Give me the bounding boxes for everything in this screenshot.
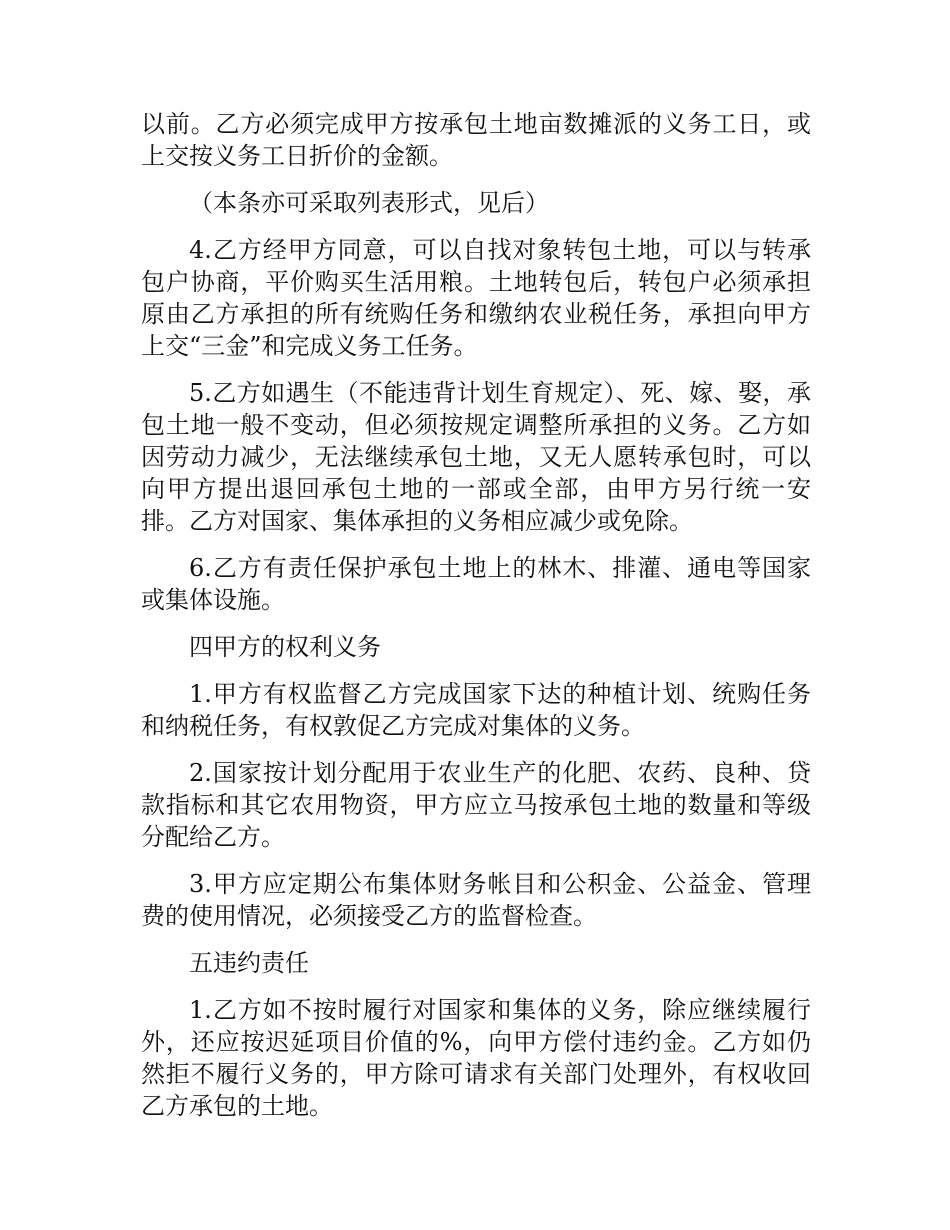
section-heading-breach-liability: 五违约责任	[189, 949, 309, 977]
document-body	[141, 108, 811, 1137]
paragraph-clause-6: 6.乙方有责任保护承包土地上的林木、排灌、通电等国家或集体设施。	[141, 554, 811, 614]
paragraph-clause-5: 5.乙方如遇生（不能违背计划生育规定）、死、嫁、娶，承包土地一般不变动，但必须按规定调整所承担的义务。乙方如因劳动力减少，无法继续承包土地，又无人愿转承包时，可以向甲方提出退回承包土地的一部或全部，由甲方另行统一安排。乙方对国家、集体承担的义务相应减少或免除。	[141, 379, 811, 535]
paragraph-clause-4: 4.乙方经甲方同意，可以自找对象转包土地，可以与转承包户协商，平价购买生活用粮。土地转包后，转包户必须承担原由乙方承担的所有统购任务和缴纳农业税任务，承担向甲方上交“三金”和完成义务工任务。	[141, 236, 811, 360]
paragraph-breach-clause-1: 1.乙方如不按时履行对国家和集体的义务，除应继续履行外，还应按迟延项目价值的%，向甲方偿付违约金。乙方如仍然拒不履行义务的，甲方除可请求有关部门处理外，有权收回乙方承包的土地。	[141, 996, 811, 1120]
paragraph-party-a-clause-1: 1.甲方有权监督乙方完成国家下达的种植计划、统购任务和纳税任务，有权敦促乙方完成对集体的义务。	[141, 680, 811, 740]
paragraph-note: （本条亦可采取列表形式，见后）	[189, 189, 549, 217]
paragraph-continuation: 以前。乙方必须完成甲方按承包土地亩数摊派的义务工日，或上交按义务工日折价的金额。	[141, 110, 811, 170]
paragraph-party-a-clause-3: 3.甲方应定期公布集体财务帐目和公积金、公益金、管理费的使用情况，必须接受乙方的监督检查。	[141, 870, 811, 930]
section-heading-party-a-rights: 四甲方的权利义务	[189, 633, 381, 661]
paragraph-party-a-clause-2: 2.国家按计划分配用于农业生产的化肥、农药、良种、贷款指标和其它农用物资，甲方应立马按承包土地的数量和等级分配给乙方。	[141, 759, 811, 851]
